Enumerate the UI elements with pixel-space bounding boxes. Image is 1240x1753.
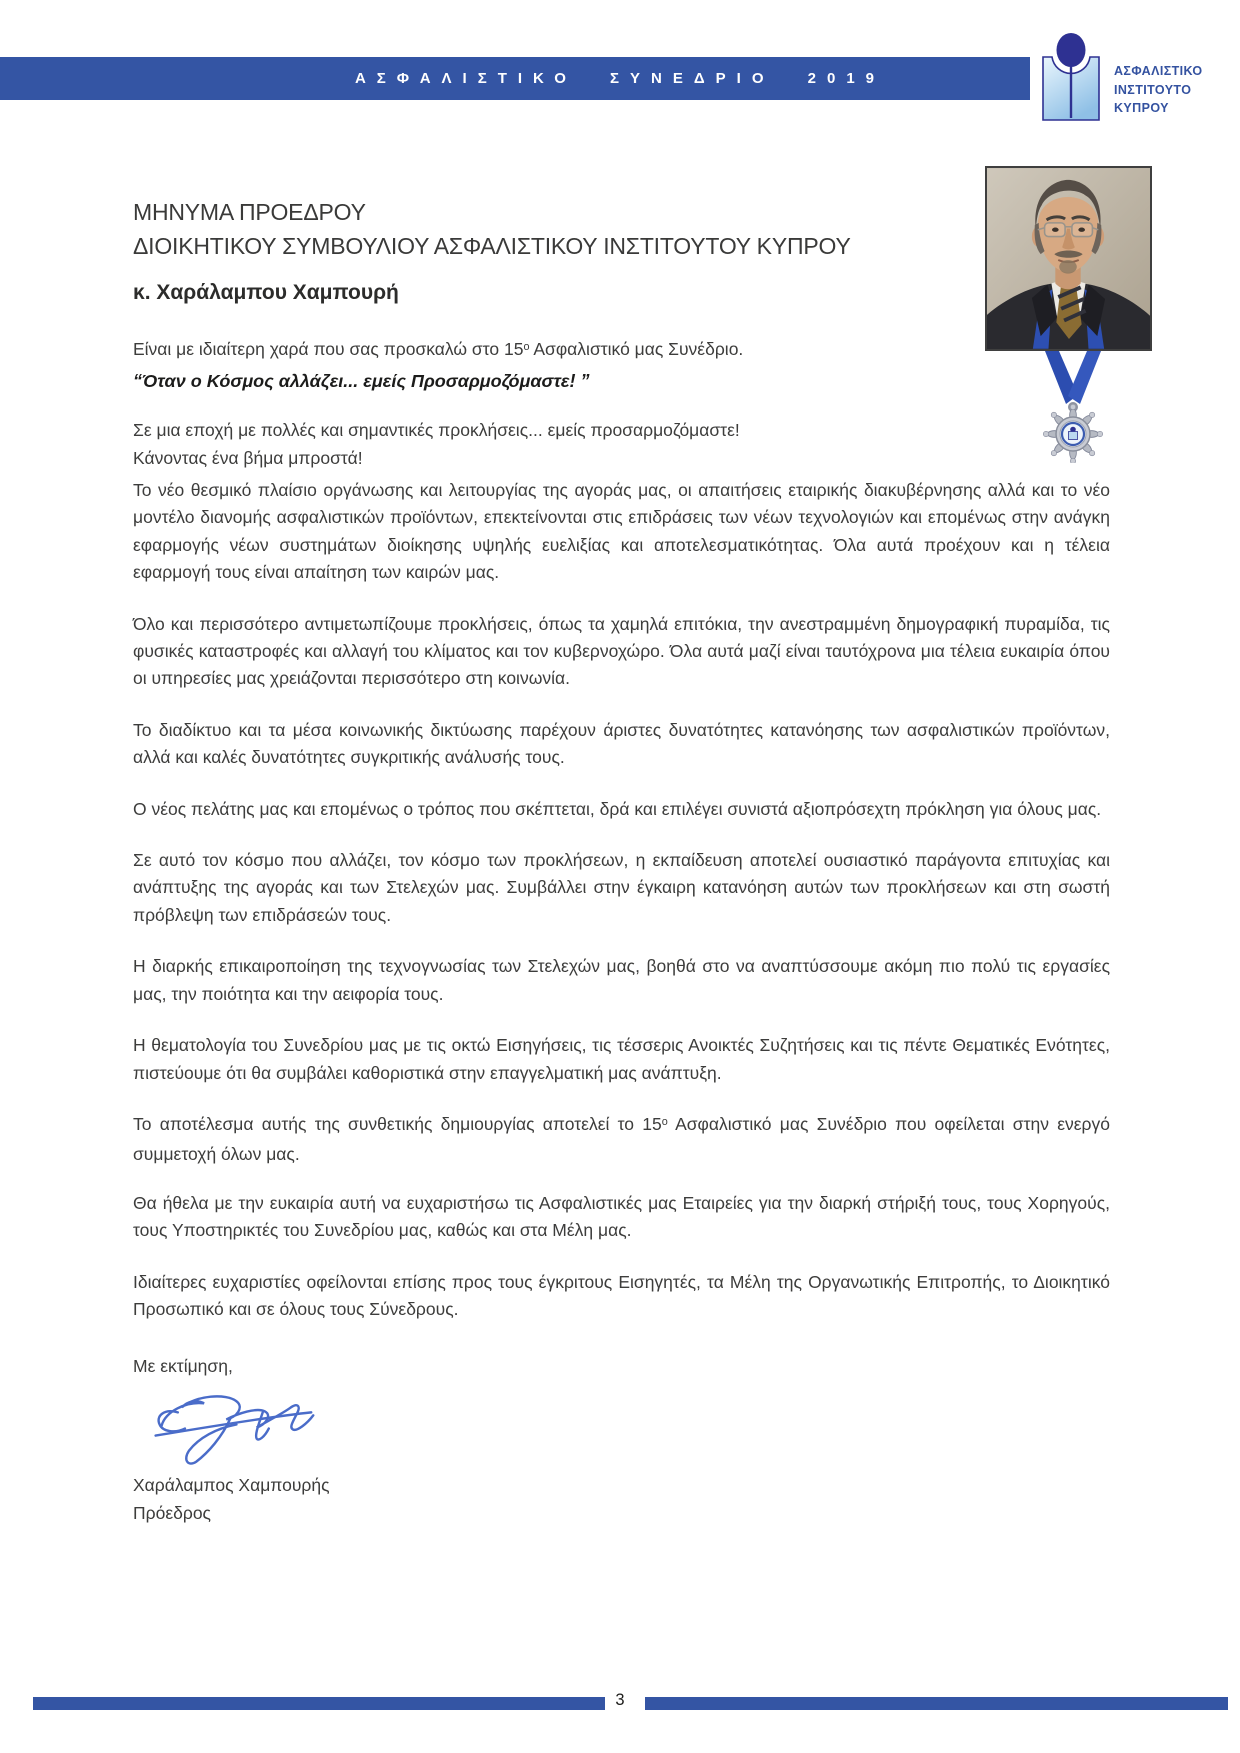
signer-block — [133, 1472, 330, 1527]
motto-line2: Κάνοντας ένα βήμα μπροστά! — [133, 447, 363, 468]
logo-text-line3: ΚΥΠΡΟΥ — [1114, 101, 1169, 115]
institute-logo-text — [1114, 62, 1202, 125]
president-photo — [985, 166, 1152, 351]
logo-text-line2: ΙΝΣΤΙΤΟΥΤΟ — [1114, 82, 1192, 97]
logo-text-line1: ΑΣΦΑΛΙΣΤΙΚΟ — [1114, 64, 1203, 78]
footer-bar-right — [645, 1697, 1228, 1710]
letter-body — [133, 477, 1110, 1347]
paragraph: Ιδιαίτερες ευχαριστίες οφείλονται επίσης προς τους έγκριτους Εισηγητές, τα Μέλη της Οργανωτικής Επιτροπής, το Διοικητικό Προσωπικό και σε όλους τους Σύνεδρους. — [133, 1271, 1110, 1319]
closing-salutation: Με εκτίμηση, — [133, 1356, 233, 1376]
signer-name: Χαράλαμπος Χαμπουρής — [133, 1475, 330, 1495]
paragraph: Η θεματολογία του Συνεδρίου μας με τις οκτώ Εισηγήσεις, τις τέσσερις Ανοικτές Συζητήσεις και τις πέντε Θεματικές Ενότητες, πιστεύουμε ότι θα συμβάλει καθοριστικά στην επαγγελματική μας ανάπτυξη. — [133, 1035, 1110, 1083]
paragraph: Το διαδίκτυο και τα μέσα κοινωνικής δικτύωσης παρέχουν άριστες δυνατότητες κατανόησης των ασφαλιστικών προϊόντων, αλλά και καλές δυνατότητες συγκριτικής ανάλυσής τους. — [133, 719, 1110, 768]
paragraph: Σε αυτό τον κόσμο που αλλάζει, τον κόσμο των προκλήσεων, η εκπαίδευση αποτελεί ουσιαστικό παράγοντα επιτυχίας και ανάπτυξης της αγοράς και των Στελεχών μας. Συμβάλλει στην έγκαιρη κατανόηση αυτών των προκλήσεων και στη σωστή πρόβλεψη των επιδράσεών τους. — [133, 850, 1110, 925]
intro-text: Είναι με ιδιαίτερη χαρά που σας προσκαλώ στο 15 — [133, 339, 524, 359]
title-line2: ΔΙΟΙΚΗΤΙΚΟΥ ΣΥΜΒΟΥΛΙΟΥ ΑΣΦΑΛΙΣΤΙΚΟΥ ΙΝΣΤΙΤΟΥΤΟΥ ΚΥΠΡΟΥ — [133, 232, 851, 259]
paragraph: Το νέο θεσμικό πλαίσιο οργάνωσης και λειτουργίας της αγοράς μας, οι απαιτήσεις εταιρικής διακυβέρνησης αλλά και το νέο μοντέλο διανομής ασφαλιστικών προϊόντων, επεκτείνονται στις επιδράσεις των νέων τεχνολογιών και επομένως στην ανάγκη εφαρμογής νέων συστημάτων διοίκησης υψηλής ευελιξίας και αποτελεσματικότητας. Όλα αυτά προέχουν και η τέλεια εφαρμογή τους είναι απαίτηση των καιρών μας. — [133, 480, 1110, 583]
institute-logo-icon — [1040, 30, 1102, 125]
footer-bar-left — [33, 1697, 605, 1710]
author-name: κ. Χαράλαμπου Χαμπουρή — [133, 281, 399, 304]
paragraph: Η διαρκής επικαιροποίηση της τεχνογνωσίας των Στελεχών μας, βοηθά στο να αναπτύσσουμε ακόμη πιο πολύ τις εργασίες μας, την ποιότητα και την αειφορία τους. — [133, 956, 1110, 1004]
letter-intro — [133, 336, 983, 472]
title-line1: ΜΗΝΥΜΑ ΠΡΟΕΔΡΟΥ — [133, 199, 366, 225]
motto-paragraph — [133, 417, 983, 472]
intro-superscript: ο — [523, 341, 530, 354]
institute-logo — [1040, 30, 1202, 125]
paragraph: Ο νέος πελάτης μας και επομένως ο τρόπος που σκέπτεται, δρά και επιλέγει συνιστά αξιοπρόσεχτη πρόκληση για όλους μας. — [133, 798, 1102, 819]
medal-icon — [1008, 351, 1138, 463]
banner-title: ΑΣΦΑΛΙΣΤΙΚΟ ΣΥΝΕΔΡΙΟ 2019 — [354, 70, 886, 87]
intro-text-end: Ασφαλιστικό μας Συνέδριο. — [529, 339, 744, 359]
conference-motto-quote: “Όταν ο Κόσμος αλλάζει... εμείς Προσαρμοζόμαστε! ” — [133, 370, 590, 391]
page-title — [133, 196, 851, 263]
page-number: 3 — [615, 1691, 625, 1709]
motto-line1: Σε μια εποχή με πολλές και σημαντικές προκλήσεις... εμείς προσαρμοζόμαστε! — [133, 420, 740, 440]
signature-image — [148, 1378, 338, 1474]
paragraph: Όλο και περισσότερο αντιμετωπίζουμε προκλήσεις, όπως τα χαμηλά επιτόκια, την ανεστραμμένη δημογραφική πυραμίδα, τις φυσικές καταστροφές και αλλαγή του κλίματος και τον κυβερνοχώρο. Όλα αυτά μαζί είναι ταυτόχρονα μια τέλεια ευκαιρία όπου οι υπηρεσίες μας χρειάζονται περισσότερο στη κοινωνία. — [133, 613, 1110, 689]
president-portrait-image — [987, 168, 1150, 349]
signer-role: Πρόεδρος — [133, 1502, 211, 1523]
intro-line — [133, 336, 983, 367]
paragraph: Θα ήθελα με την ευκαιρία αυτή να ευχαριστήσω τις Ασφαλιστικές μας Εταιρείες για την διαρκή στήριξή τους, τους Χορηγούς, τους Υποστηρικτές του Συνεδρίου μας, καθώς και στα Μέλη μας. — [133, 1192, 1110, 1241]
paragraph: Το αποτέλεσμα αυτής της συνθετικής δημιουργίας αποτελεί το $15^o$ Ασφαλιστικό μας Συνέδριο που οφείλεται στην ενεργό συμμετοχή όλων μας. — [133, 1113, 1110, 1165]
